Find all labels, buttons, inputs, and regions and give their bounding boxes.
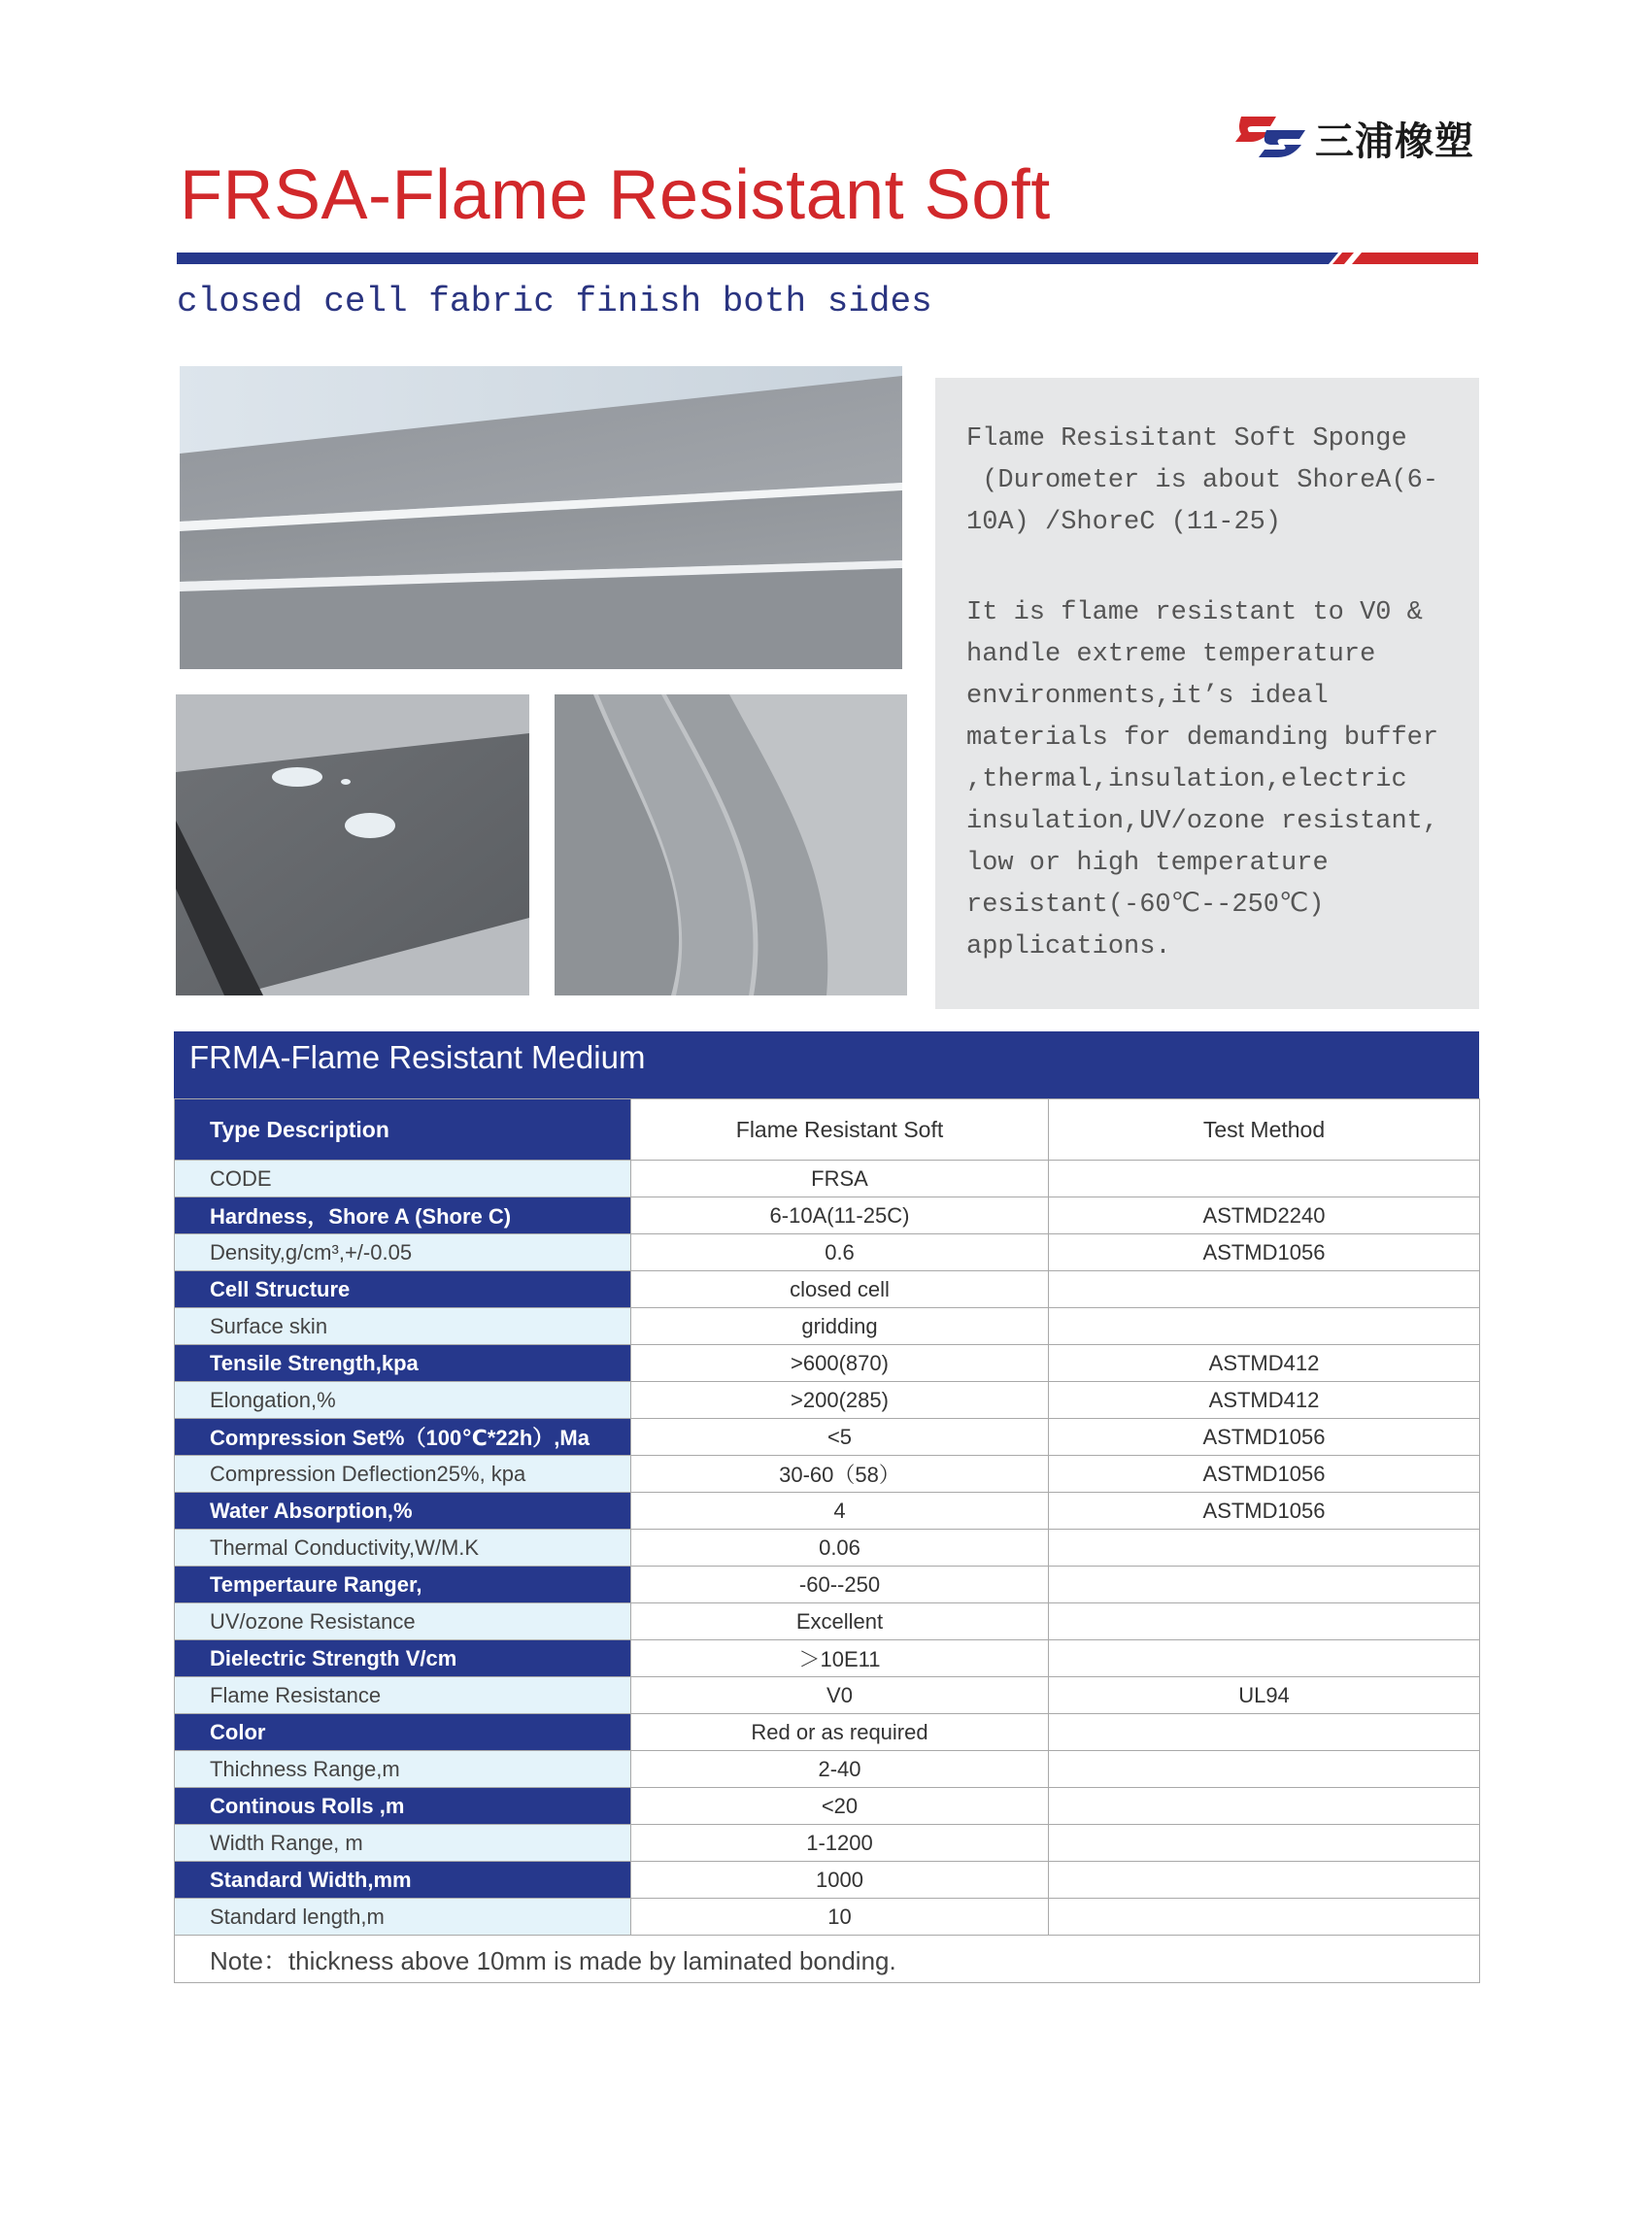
table-note: Note：thickness above 10mm is made by laminated bonding.: [175, 1936, 1480, 1983]
row-value: 10: [631, 1899, 1049, 1936]
row-test-method: ASTMD1056: [1049, 1234, 1480, 1271]
row-value: 6-10A(11-25C): [631, 1197, 1049, 1234]
table-row: [175, 1603, 1480, 1640]
row-test-method: ASTMD2240: [1049, 1197, 1480, 1234]
table-row: [175, 1677, 1480, 1714]
row-property: Thermal Conductivity,W/M.K: [175, 1530, 631, 1567]
row-value: Red or as required: [631, 1714, 1049, 1751]
row-test-method: [1049, 1530, 1480, 1567]
row-value: ＞10E11: [631, 1640, 1049, 1677]
table-row: [175, 1271, 1480, 1308]
row-test-method: [1049, 1751, 1480, 1788]
row-test-method: UL94: [1049, 1677, 1480, 1714]
row-value: Excellent: [631, 1603, 1049, 1640]
row-value: FRSA: [631, 1161, 1049, 1197]
row-value: 1000: [631, 1862, 1049, 1899]
row-value: >600(870): [631, 1345, 1049, 1382]
spec-table: [174, 1098, 1480, 1983]
row-test-method: [1049, 1603, 1480, 1640]
row-test-method: ASTMD412: [1049, 1345, 1480, 1382]
row-property: Elongation,%: [175, 1382, 631, 1419]
table-row: [175, 1308, 1480, 1345]
row-test-method: ASTMD1056: [1049, 1493, 1480, 1530]
table-note-row: [175, 1936, 1480, 1983]
company-logo: [1231, 105, 1484, 167]
spec-table-body: [175, 1161, 1480, 1936]
row-value: 0.6: [631, 1234, 1049, 1271]
table-row: [175, 1567, 1480, 1603]
header-divider: [177, 253, 1478, 264]
table-row: [175, 1493, 1480, 1530]
table-row: [175, 1899, 1480, 1936]
row-property: Density,g/cm³,+/-0.05: [175, 1234, 631, 1271]
row-property: Color: [175, 1714, 631, 1751]
logo-mark-icon: [1231, 109, 1309, 163]
row-property: Flame Resistance: [175, 1677, 631, 1714]
row-test-method: ASTMD412: [1049, 1382, 1480, 1419]
row-value: 0.06: [631, 1530, 1049, 1567]
row-value: <5: [631, 1419, 1049, 1456]
row-property: Dielectric Strength V/cm: [175, 1640, 631, 1677]
header-flame-resistant-soft: Flame Resistant Soft: [631, 1099, 1049, 1161]
row-property: UV/ozone Resistance: [175, 1603, 631, 1640]
row-property: Standard Width,mm: [175, 1862, 631, 1899]
table-row: [175, 1751, 1480, 1788]
row-value: <20: [631, 1788, 1049, 1825]
table-row: [175, 1530, 1480, 1567]
row-property: CODE: [175, 1161, 631, 1197]
table-banner: [174, 1031, 1479, 1098]
table-row: [175, 1382, 1480, 1419]
logo-text: 三浦橡塑: [1315, 119, 1474, 164]
row-test-method: ASTMD1056: [1049, 1419, 1480, 1456]
table-header-row: [175, 1099, 1480, 1161]
table-row: [175, 1197, 1480, 1234]
row-property: Tempertaure Ranger,: [175, 1567, 631, 1603]
table-row: [175, 1788, 1480, 1825]
table-row: [175, 1234, 1480, 1271]
row-value: 4: [631, 1493, 1049, 1530]
row-value: -60--250: [631, 1567, 1049, 1603]
table-row: [175, 1345, 1480, 1382]
table-row: [175, 1456, 1480, 1493]
row-test-method: [1049, 1271, 1480, 1308]
row-value: gridding: [631, 1308, 1049, 1345]
row-property: Water Absorption,%: [175, 1493, 631, 1530]
row-test-method: [1049, 1788, 1480, 1825]
row-test-method: [1049, 1825, 1480, 1862]
page-title: FRSA-Flame Resistant Soft: [180, 156, 1051, 234]
description-durometer: Flame Resisitant Soft Sponge (Durometer is about ShoreA(6- 10A) /ShoreC (11-25): [966, 424, 1439, 537]
row-test-method: [1049, 1714, 1480, 1751]
header-type-description: Type Description: [175, 1099, 631, 1161]
row-property: Standard length,m: [175, 1899, 631, 1936]
product-photo-rolled-sheets: [555, 694, 907, 995]
row-property: Width Range, m: [175, 1825, 631, 1862]
row-test-method: [1049, 1308, 1480, 1345]
row-value: closed cell: [631, 1271, 1049, 1308]
row-property: Cell Structure: [175, 1271, 631, 1308]
row-value: >200(285): [631, 1382, 1049, 1419]
row-test-method: [1049, 1161, 1480, 1197]
row-value: 1-1200: [631, 1825, 1049, 1862]
table-row: [175, 1825, 1480, 1862]
table-banner-title: FRMA-Flame Resistant Medium: [189, 1039, 646, 1075]
row-test-method: [1049, 1862, 1480, 1899]
row-property: Thichness Range,m: [175, 1751, 631, 1788]
row-value: 30-60（58）: [631, 1456, 1049, 1493]
row-value: 2-40: [631, 1751, 1049, 1788]
table-row: [175, 1862, 1480, 1899]
row-property: Compression Deflection25%, kpa: [175, 1456, 631, 1493]
row-property: Hardness，Shore A (Shore C): [175, 1197, 631, 1234]
row-property: Surface skin: [175, 1308, 631, 1345]
row-property: Tensile Strength,kpa: [175, 1345, 631, 1382]
product-photo-sheets: [180, 366, 902, 669]
description-properties: It is flame resistant to V0 & handle extreme temperature environments,it’s ideal materials for demanding buffer ,thermal,insulation,electric insulation,UV/ozone resistant, low or high temperature resistant(-60℃--250℃) applications.: [966, 598, 1439, 961]
table-row: [175, 1640, 1480, 1677]
row-property: Compression Set%（100℃*22h）,Ma: [175, 1419, 631, 1456]
row-property: Continous Rolls ,m: [175, 1788, 631, 1825]
table-row: [175, 1161, 1480, 1197]
product-description-panel: [935, 378, 1479, 1009]
page-subtitle: closed cell fabric finish both sides: [177, 282, 932, 321]
row-value: V0: [631, 1677, 1049, 1714]
row-test-method: ASTMD1056: [1049, 1456, 1480, 1493]
row-test-method: [1049, 1899, 1480, 1936]
header-test-method: Test Method: [1049, 1099, 1480, 1161]
table-row: [175, 1419, 1480, 1456]
product-photo-water-drops: [176, 694, 529, 995]
row-test-method: [1049, 1567, 1480, 1603]
table-row: [175, 1714, 1480, 1751]
row-test-method: [1049, 1640, 1480, 1677]
